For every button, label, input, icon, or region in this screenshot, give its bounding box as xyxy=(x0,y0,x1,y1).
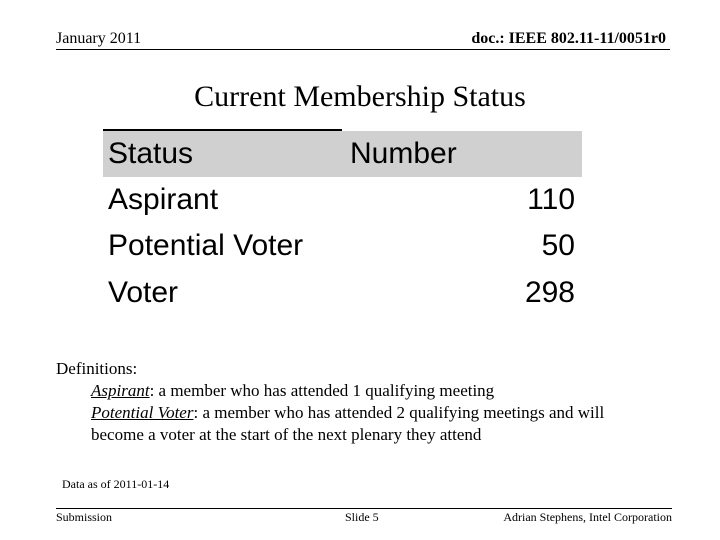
header-date: January 2011 xyxy=(56,30,142,47)
definition-term: Potential Voter xyxy=(91,403,194,422)
row-number-potential-voter: 50 xyxy=(541,229,575,262)
definition-potential-voter xyxy=(91,403,604,423)
row-number-voter: 298 xyxy=(524,276,575,309)
footer-author: Adrian Stephens, Intel Corporation xyxy=(503,510,672,524)
footer-submission: Submission xyxy=(56,510,113,524)
definition-aspirant xyxy=(91,381,494,401)
definition-text: : a member who has attended 2 qualifying meetings and will xyxy=(193,403,605,422)
row-status-voter: Voter xyxy=(108,276,179,309)
footer-divider xyxy=(56,508,672,509)
definition-continuation: become a voter at the start of the next plenary they attend xyxy=(91,425,482,444)
definition-text: : a member who has attended 1 qualifying meeting xyxy=(149,381,495,400)
footer-slide-number: Slide 5 xyxy=(345,510,379,524)
column-header-status: Status xyxy=(108,137,194,170)
definitions-heading: Definitions: xyxy=(56,359,138,378)
row-status-aspirant: Aspirant xyxy=(108,183,219,216)
definition-term: Aspirant xyxy=(91,381,150,400)
column-header-number: Number xyxy=(350,137,457,170)
data-as-of-note: Data as of 2011-01-14 xyxy=(62,477,170,491)
row-number-aspirant: 110 xyxy=(527,183,575,216)
slide-title: Current Membership Status xyxy=(194,80,526,113)
header-doc-id: doc.: IEEE 802.11-11/0051r0 xyxy=(471,30,666,47)
header-divider xyxy=(56,49,670,50)
row-status-potential-voter: Potential Voter xyxy=(108,229,304,262)
